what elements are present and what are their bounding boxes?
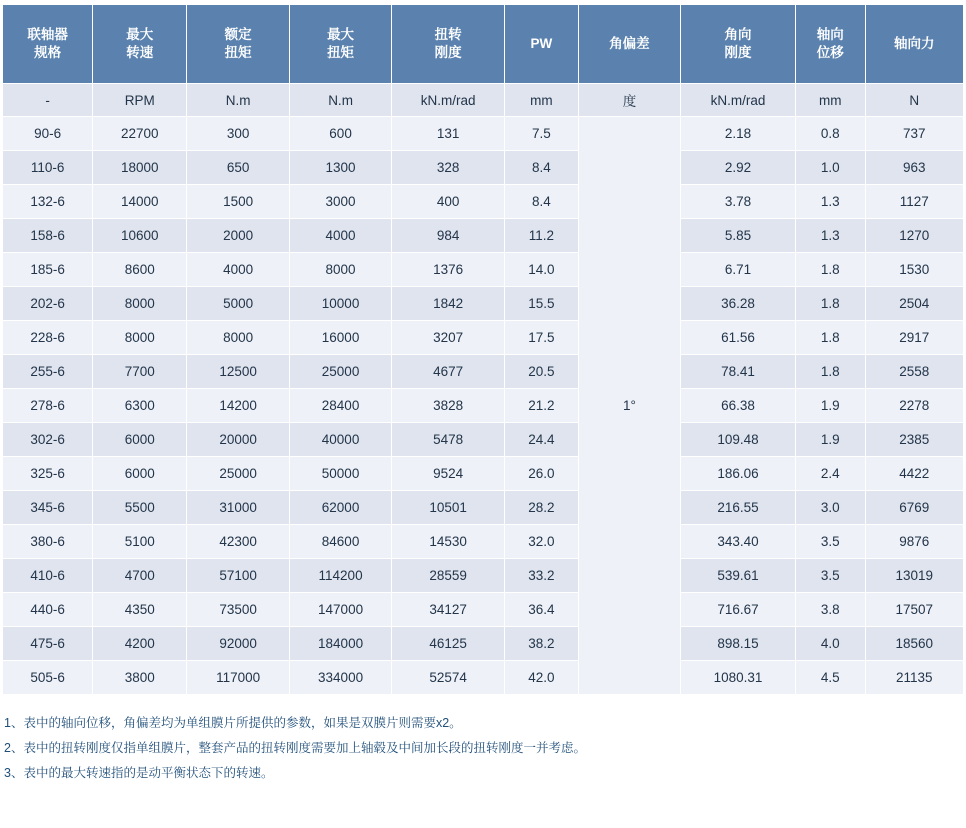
cell-value: 10000	[289, 287, 391, 321]
cell-value: 5000	[187, 287, 289, 321]
cell-value: 34127	[392, 593, 505, 627]
note-3: 3、表中的最大转速指的是动平衡状态下的转速。	[4, 766, 274, 780]
cell-value: 2917	[865, 321, 963, 355]
header-text: 最大 转速	[126, 26, 154, 60]
unit-cell: kN.m/rad	[392, 84, 505, 117]
cell-value: 10501	[392, 491, 505, 525]
column-header-rated-torque	[187, 5, 289, 84]
cell-value: 300	[187, 117, 289, 151]
cell-value: 1.8	[795, 253, 865, 287]
unit-cell: mm	[795, 84, 865, 117]
unit-cell: N.m	[289, 84, 391, 117]
notes-block	[4, 711, 966, 786]
cell-value: 20000	[187, 423, 289, 457]
table-row	[3, 253, 964, 287]
cell-value: 73500	[187, 593, 289, 627]
cell-size: 202-6	[3, 287, 93, 321]
cell-value: 184000	[289, 627, 391, 661]
column-header-angular-stiffness	[681, 5, 796, 84]
cell-size: 475-6	[3, 627, 93, 661]
cell-value: 20.5	[504, 355, 578, 389]
header-text: 扭转 刚度	[434, 26, 462, 60]
cell-value: 1376	[392, 253, 505, 287]
cell-value: 62000	[289, 491, 391, 525]
cell-value: 14200	[187, 389, 289, 423]
table-row	[3, 593, 964, 627]
cell-value: 2.18	[681, 117, 796, 151]
unit-cell: mm	[504, 84, 578, 117]
cell-value: 0.8	[795, 117, 865, 151]
table-row	[3, 219, 964, 253]
cell-value: 3828	[392, 389, 505, 423]
table-row	[3, 457, 964, 491]
cell-size: 325-6	[3, 457, 93, 491]
cell-value: 4200	[93, 627, 187, 661]
cell-value: 7.5	[504, 117, 578, 151]
cell-value: 963	[865, 151, 963, 185]
cell-value: 400	[392, 185, 505, 219]
cell-value: 36.4	[504, 593, 578, 627]
cell-value: 1.9	[795, 389, 865, 423]
cell-value: 46125	[392, 627, 505, 661]
column-header-size	[3, 5, 93, 84]
table-row	[3, 423, 964, 457]
table-row	[3, 559, 964, 593]
cell-value: 26.0	[504, 457, 578, 491]
cell-value: 17.5	[504, 321, 578, 355]
column-header-axial-displacement	[795, 5, 865, 84]
cell-size: 185-6	[3, 253, 93, 287]
cell-value: 650	[187, 151, 289, 185]
cell-value: 33.2	[504, 559, 578, 593]
cell-value: 8000	[93, 287, 187, 321]
column-header-max-torque	[289, 5, 391, 84]
cell-size: 228-6	[3, 321, 93, 355]
table-row	[3, 491, 964, 525]
cell-value: 3.5	[795, 559, 865, 593]
cell-value: 8600	[93, 253, 187, 287]
cell-value: 1.3	[795, 219, 865, 253]
cell-size: 505-6	[3, 661, 93, 695]
cell-value: 28.2	[504, 491, 578, 525]
cell-value: 5478	[392, 423, 505, 457]
header-text: 最大 扭矩	[327, 26, 355, 60]
cell-value: 600	[289, 117, 391, 151]
unit-cell: -	[3, 84, 93, 117]
cell-value: 8.4	[504, 151, 578, 185]
header-text: PW	[530, 35, 553, 51]
spec-sheet	[0, 4, 966, 786]
cell-value: 6769	[865, 491, 963, 525]
cell-value: 78.41	[681, 355, 796, 389]
cell-value: 3207	[392, 321, 505, 355]
header-text: 角向 刚度	[724, 26, 752, 60]
cell-value: 6300	[93, 389, 187, 423]
cell-value: 4700	[93, 559, 187, 593]
cell-value: 15.5	[504, 287, 578, 321]
unit-cell: RPM	[93, 84, 187, 117]
cell-value: 1127	[865, 185, 963, 219]
cell-value: 1.8	[795, 355, 865, 389]
cell-value: 2504	[865, 287, 963, 321]
cell-value: 36.28	[681, 287, 796, 321]
cell-value: 1300	[289, 151, 391, 185]
cell-value: 1270	[865, 219, 963, 253]
cell-value: 539.61	[681, 559, 796, 593]
table-row	[3, 389, 964, 423]
table-row	[3, 151, 964, 185]
units-row	[3, 84, 964, 117]
cell-value: 1.8	[795, 287, 865, 321]
cell-value: 14000	[93, 185, 187, 219]
cell-value: 9524	[392, 457, 505, 491]
header-row	[3, 5, 964, 84]
cell-value: 42300	[187, 525, 289, 559]
cell-value: 334000	[289, 661, 391, 695]
cell-value: 5500	[93, 491, 187, 525]
cell-value: 216.55	[681, 491, 796, 525]
table-row	[3, 185, 964, 219]
cell-size: 302-6	[3, 423, 93, 457]
cell-value: 31000	[187, 491, 289, 525]
coupling-spec-table	[2, 4, 964, 695]
cell-value: 24.4	[504, 423, 578, 457]
cell-value: 898.15	[681, 627, 796, 661]
table-row	[3, 627, 964, 661]
cell-value: 57100	[187, 559, 289, 593]
cell-value: 84600	[289, 525, 391, 559]
header-text: 轴向力	[894, 35, 935, 51]
cell-value: 17507	[865, 593, 963, 627]
cell-value: 1.8	[795, 321, 865, 355]
table-row	[3, 355, 964, 389]
cell-size: 132-6	[3, 185, 93, 219]
cell-value: 3000	[289, 185, 391, 219]
cell-value: 18000	[93, 151, 187, 185]
cell-value: 2385	[865, 423, 963, 457]
cell-value: 8000	[289, 253, 391, 287]
cell-value: 42.0	[504, 661, 578, 695]
cell-value: 11.2	[504, 219, 578, 253]
cell-value: 716.67	[681, 593, 796, 627]
cell-value: 22700	[93, 117, 187, 151]
cell-value: 4.0	[795, 627, 865, 661]
cell-value: 4350	[93, 593, 187, 627]
cell-value: 9876	[865, 525, 963, 559]
cell-value: 3800	[93, 661, 187, 695]
cell-value: 92000	[187, 627, 289, 661]
cell-value: 8.4	[504, 185, 578, 219]
cell-size: 345-6	[3, 491, 93, 525]
cell-value: 1.9	[795, 423, 865, 457]
cell-size: 90-6	[3, 117, 93, 151]
cell-size: 380-6	[3, 525, 93, 559]
cell-value: 16000	[289, 321, 391, 355]
cell-size: 255-6	[3, 355, 93, 389]
column-header-pw	[504, 5, 578, 84]
cell-value: 1842	[392, 287, 505, 321]
cell-value: 4677	[392, 355, 505, 389]
cell-value: 984	[392, 219, 505, 253]
column-header-axial-force	[865, 5, 963, 84]
table-row	[3, 117, 964, 151]
cell-value: 6000	[93, 423, 187, 457]
cell-value: 4.5	[795, 661, 865, 695]
note-1: 1、表中的轴向位移，角偏差均为单组膜片所提供的参数，如果是双膜片则需要x2。	[4, 716, 462, 730]
unit-cell: 度	[578, 84, 680, 117]
cell-value: 1.0	[795, 151, 865, 185]
cell-value: 328	[392, 151, 505, 185]
cell-value: 25000	[289, 355, 391, 389]
table-header	[3, 5, 964, 84]
cell-value: 66.38	[681, 389, 796, 423]
cell-value: 3.8	[795, 593, 865, 627]
cell-value: 40000	[289, 423, 391, 457]
cell-value: 117000	[187, 661, 289, 695]
cell-angular-deviation: 1°	[578, 117, 680, 695]
cell-value: 52574	[392, 661, 505, 695]
cell-value: 18560	[865, 627, 963, 661]
cell-value: 2000	[187, 219, 289, 253]
cell-value: 4422	[865, 457, 963, 491]
cell-value: 131	[392, 117, 505, 151]
cell-value: 1.3	[795, 185, 865, 219]
column-header-torsional-stiffness	[392, 5, 505, 84]
cell-value: 147000	[289, 593, 391, 627]
cell-value: 4000	[187, 253, 289, 287]
cell-value: 6000	[93, 457, 187, 491]
cell-value: 8000	[187, 321, 289, 355]
header-text: 角偏差	[609, 35, 650, 51]
table-row	[3, 661, 964, 695]
cell-value: 7700	[93, 355, 187, 389]
cell-value: 21.2	[504, 389, 578, 423]
header-text: 额定 扭矩	[224, 26, 252, 60]
cell-value: 5.85	[681, 219, 796, 253]
cell-value: 50000	[289, 457, 391, 491]
cell-value: 4000	[289, 219, 391, 253]
unit-cell: N.m	[187, 84, 289, 117]
column-header-angular-deviation	[578, 5, 680, 84]
cell-value: 32.0	[504, 525, 578, 559]
cell-value: 38.2	[504, 627, 578, 661]
cell-value: 28400	[289, 389, 391, 423]
cell-size: 278-6	[3, 389, 93, 423]
cell-value: 186.06	[681, 457, 796, 491]
cell-value: 1500	[187, 185, 289, 219]
cell-value: 14.0	[504, 253, 578, 287]
column-header-max-speed	[93, 5, 187, 84]
cell-value: 21135	[865, 661, 963, 695]
cell-value: 14530	[392, 525, 505, 559]
cell-value: 8000	[93, 321, 187, 355]
cell-value: 343.40	[681, 525, 796, 559]
table-body	[3, 84, 964, 695]
unit-cell: N	[865, 84, 963, 117]
cell-value: 2.92	[681, 151, 796, 185]
unit-cell: kN.m/rad	[681, 84, 796, 117]
header-text: 轴向 位移	[816, 26, 844, 60]
cell-value: 114200	[289, 559, 391, 593]
cell-value: 1080.31	[681, 661, 796, 695]
cell-value: 10600	[93, 219, 187, 253]
table-row	[3, 287, 964, 321]
cell-value: 3.78	[681, 185, 796, 219]
cell-value: 2278	[865, 389, 963, 423]
cell-value: 3.5	[795, 525, 865, 559]
cell-value: 61.56	[681, 321, 796, 355]
cell-value: 109.48	[681, 423, 796, 457]
cell-value: 737	[865, 117, 963, 151]
cell-size: 440-6	[3, 593, 93, 627]
cell-value: 2.4	[795, 457, 865, 491]
cell-size: 110-6	[3, 151, 93, 185]
cell-value: 13019	[865, 559, 963, 593]
cell-size: 410-6	[3, 559, 93, 593]
cell-value: 12500	[187, 355, 289, 389]
table-row	[3, 525, 964, 559]
cell-value: 5100	[93, 525, 187, 559]
cell-value: 3.0	[795, 491, 865, 525]
table-row	[3, 321, 964, 355]
note-2: 2、表中的扭转刚度仅指单组膜片，整套产品的扭转刚度需要加上轴毂及中间加长段的扭转刚度一并考虑。	[4, 741, 586, 755]
header-text: 联轴器 规格	[27, 26, 68, 60]
cell-size: 158-6	[3, 219, 93, 253]
cell-value: 2558	[865, 355, 963, 389]
cell-value: 1530	[865, 253, 963, 287]
cell-value: 6.71	[681, 253, 796, 287]
cell-value: 25000	[187, 457, 289, 491]
cell-value: 28559	[392, 559, 505, 593]
